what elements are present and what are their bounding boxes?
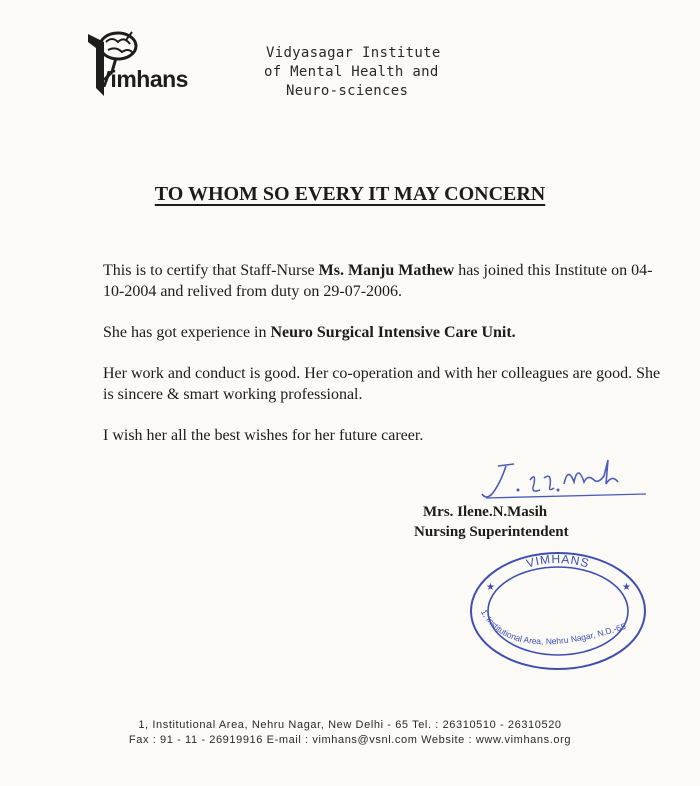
- stamp-star-right: ★: [622, 582, 631, 593]
- certificate-body: [103, 260, 663, 466]
- signer-name: Mrs. Ilene.N.Masih: [423, 504, 548, 520]
- institute-line-2: of Mental Health and: [264, 64, 439, 80]
- handwritten-signature: [478, 454, 648, 504]
- p1-text-end: has joined this Institute on 04-10-2004 and relived from duty on 29-07-2006.: [103, 262, 653, 300]
- paragraph-4: I wish her all the best wishes for her future career.: [103, 427, 424, 444]
- signer-title: Nursing Superintendent: [414, 524, 569, 540]
- logo-word: Vimhans: [96, 66, 188, 92]
- institute-stamp: [468, 550, 648, 672]
- stamp-address-text: 1, Institutional Area, Nehru Nagar, N.D.-65: [478, 607, 627, 647]
- p2-text-start: She has got experience in: [103, 324, 271, 341]
- unit-name: Neuro Surgical Intensive Care Unit.: [270, 324, 516, 341]
- title-text: TO WHOM SO EVERY IT MAY CONCERN: [154, 183, 546, 205]
- paragraph-2: [103, 322, 663, 343]
- document-title: [0, 183, 700, 206]
- footer-address-line: 1, Institutional Area, Nehru Nagar, New Delhi - 65 Tel. : 26310510 - 26310520: [138, 719, 562, 731]
- institute-line-1: Vidyasagar Institute: [266, 45, 441, 61]
- p1-text-start: This is to certify that Staff-Nurse: [103, 262, 319, 279]
- signer-block: [414, 502, 634, 542]
- vimhans-logo: [82, 28, 212, 100]
- institute-name: [266, 44, 441, 101]
- stamp-top-text: VIMHANS: [524, 551, 592, 571]
- nurse-name: Ms. Manju Mathew: [318, 262, 455, 279]
- footer-contact-line: Fax : 91 - 11 - 26919916 E-mail : vimhans@vsnl.com Website : www.vimhans.org: [128, 734, 572, 746]
- institute-line-3: Neuro-sciences: [286, 83, 409, 99]
- paragraph-1: [103, 260, 663, 302]
- stamp-star-left: ★: [486, 582, 495, 593]
- paragraph-3: Her work and conduct is good. Her co-operation and with her colleagues are good. She is sincere & smart working professional.: [103, 365, 661, 403]
- letterhead-footer: [0, 718, 700, 748]
